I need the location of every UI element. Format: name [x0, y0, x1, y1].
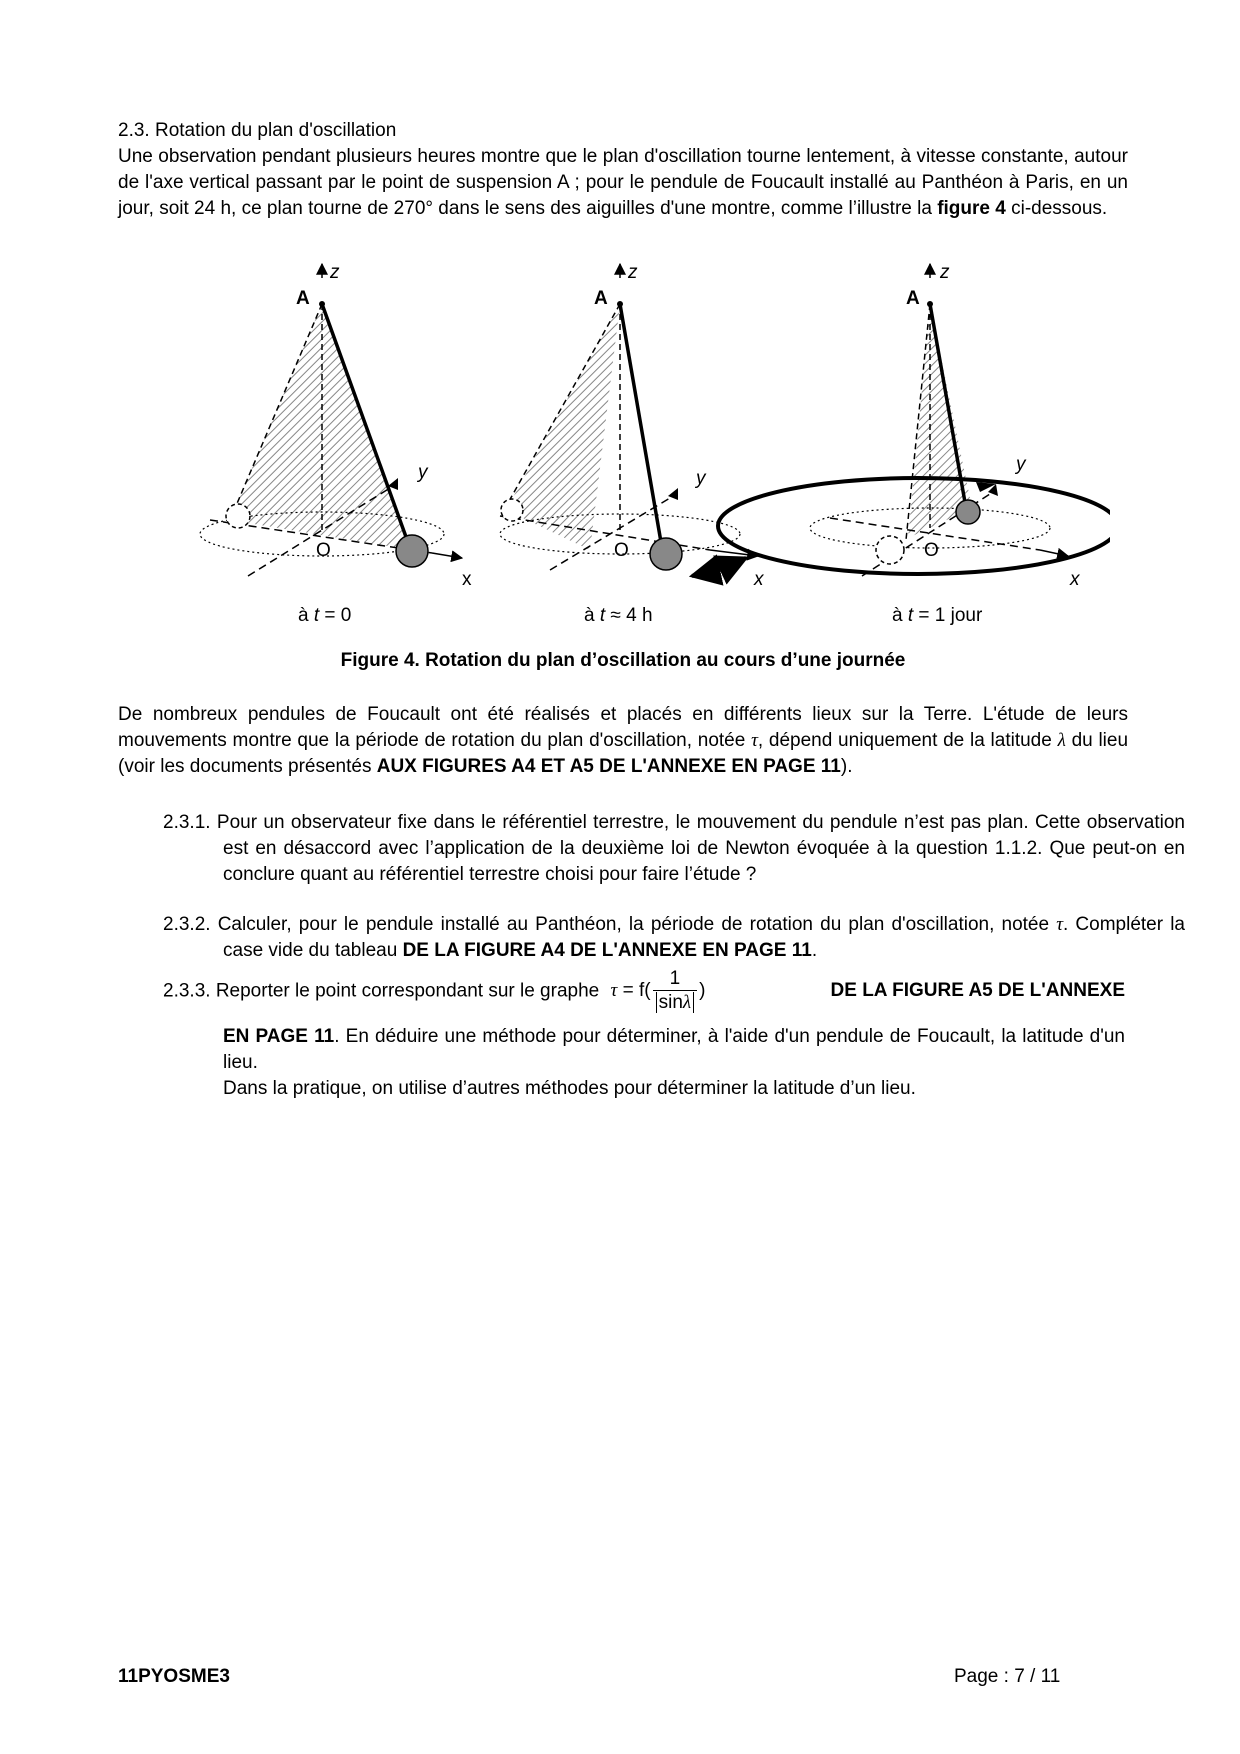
p2-text-4: ). [840, 756, 853, 777]
question-text-1: Reporter le point correspondant sur le graphe [215, 980, 600, 1002]
formula-sin: sin [658, 991, 683, 1013]
lambda-symbol: λ [682, 991, 692, 1013]
pendulum-wire [620, 304, 662, 548]
axis-y-label: y [696, 468, 706, 489]
formula [610, 967, 706, 1013]
p2-annex-ref: AUX FIGURES A4 ET A5 DE L'ANNEXE EN PAGE 11 [376, 756, 841, 777]
pendulum-bob [650, 538, 682, 570]
question-text-2: . En déduire une méthode pour déterminer, à l'aide d'un pendule de Foucault, la latitude d'un lieu. [223, 1026, 1125, 1073]
oscillation-plane [230, 304, 412, 550]
x-axis [1040, 550, 1068, 556]
question-2-3-2 [163, 912, 1185, 964]
bob-initial-position [226, 504, 250, 528]
panel-t1jour [718, 262, 1110, 590]
pendulum-bob [956, 500, 980, 524]
question-text-3: Dans la pratique, on utilise d’autres méthodes pour déterminer la latitude d’un lieu. [223, 1078, 916, 1099]
p2-text-3: du lieu (voir les documents présentés [118, 730, 1129, 777]
bob-initial-position [876, 536, 904, 564]
footer-page-number: Page : 7 / 11 [954, 1666, 1061, 1687]
axis-x-label: x [462, 569, 472, 590]
oscillation-arrow [692, 558, 746, 576]
question-number: 2.3.1. [163, 812, 211, 833]
question-2-3-3 [163, 962, 1125, 1102]
section-title: 2.3. Rotation du plan d'oscillation [118, 120, 397, 141]
axis-z-label: z [940, 262, 950, 283]
axis-z-label: z [628, 262, 638, 283]
formula-numerator: 1 [669, 967, 681, 989]
footer-code: 11PYOSME3 [118, 1666, 230, 1687]
figure-4-diagram [190, 258, 1110, 628]
paragraph-latitude [118, 702, 1128, 780]
question-annex-page: EN PAGE 11 [223, 1026, 335, 1047]
p2-text-2: , dépend uniquement de la latitude [757, 730, 1052, 751]
question-annex-ref: DE LA FIGURE A4 DE L'ANNEXE EN PAGE 11 [402, 940, 812, 961]
point-o-label: O [924, 540, 939, 561]
tau-symbol: τ [610, 980, 618, 1002]
formula-eq: = f( [617, 980, 651, 1002]
formula-close: ) [699, 980, 706, 1002]
point-o-label: O [614, 540, 629, 561]
pendulum-bob [396, 535, 428, 567]
question-number: 2.3.2. [163, 914, 211, 935]
question-number: 2.3.3. [163, 980, 211, 1002]
x-axis [432, 553, 462, 558]
question-annex-ref: DE LA FIGURE A5 DE L'ANNEXE [830, 980, 1125, 1001]
question-text: Pour un observateur fixe dans le référentiel terrestre, le mouvement du pendule n’est pas plan. Cette observation est en désaccord avec l’application de la deuxième loi de Newton évoquée à la question 1.1.2. Que peut-on en conclure quant au référentiel terrestre choisi pour faire l’étude ? [216, 812, 1185, 885]
tau-symbol: τ [1056, 914, 1064, 935]
lambda-symbol: λ [1057, 730, 1066, 751]
axis-x-label: x [1070, 569, 1080, 590]
intro-figure-ref: figure 4 [937, 198, 1006, 219]
intro-end: ci-dessous. [1011, 198, 1108, 219]
intro-text: Une observation pendant plusieurs heures montre que le plan d'oscillation tourne lentement, à vitesse constante, autour de l'axe vertical passant par le point de suspension A ; pour le pendule de Foucault installé au Panthéon à Paris, en un jour, soit 24 h, ce plan tourne de 270° dans le sens des aiguilles d'une montre, comme l’illustre la [118, 146, 1128, 219]
question-text-2: . Compléter la case vide du tableau [223, 914, 1185, 961]
axis-x-label: x [754, 569, 764, 590]
point-a-label: A [594, 288, 608, 309]
axis-y-label: y [1016, 454, 1026, 475]
bob-initial-position [501, 499, 523, 521]
panel-t0 [200, 262, 472, 590]
panel-label-t4h: à t ≈ 4 h [584, 605, 653, 626]
question-2-3-1 [163, 810, 1185, 888]
point-a-label: A [906, 288, 920, 309]
p2-text-1: De nombreux pendules de Foucault ont été réalisés et placés en différents lieux sur la Terre. L'étude de leurs mouvements montre que la période de rotation du plan d'oscillation, notée [118, 704, 1128, 751]
question-text-1: Calculer, pour le pendule installé au Panthéon, la période de rotation du plan d'oscillation, notée [217, 914, 1050, 935]
point-a-label: A [296, 288, 310, 309]
question-end: . [811, 940, 818, 961]
axis-y-label: y [418, 462, 428, 483]
point-o-label: O [316, 540, 331, 561]
figure-caption: Figure 4. Rotation du plan d’oscillation au cours d’une journée [340, 650, 906, 671]
tau-symbol: τ [751, 730, 758, 751]
intro-paragraph [118, 144, 1128, 222]
panel-label-t0: à t = 0 [298, 605, 352, 626]
axis-z-label: z [330, 262, 340, 283]
panel-label-t1jour: à t = 1 jour [892, 605, 983, 626]
